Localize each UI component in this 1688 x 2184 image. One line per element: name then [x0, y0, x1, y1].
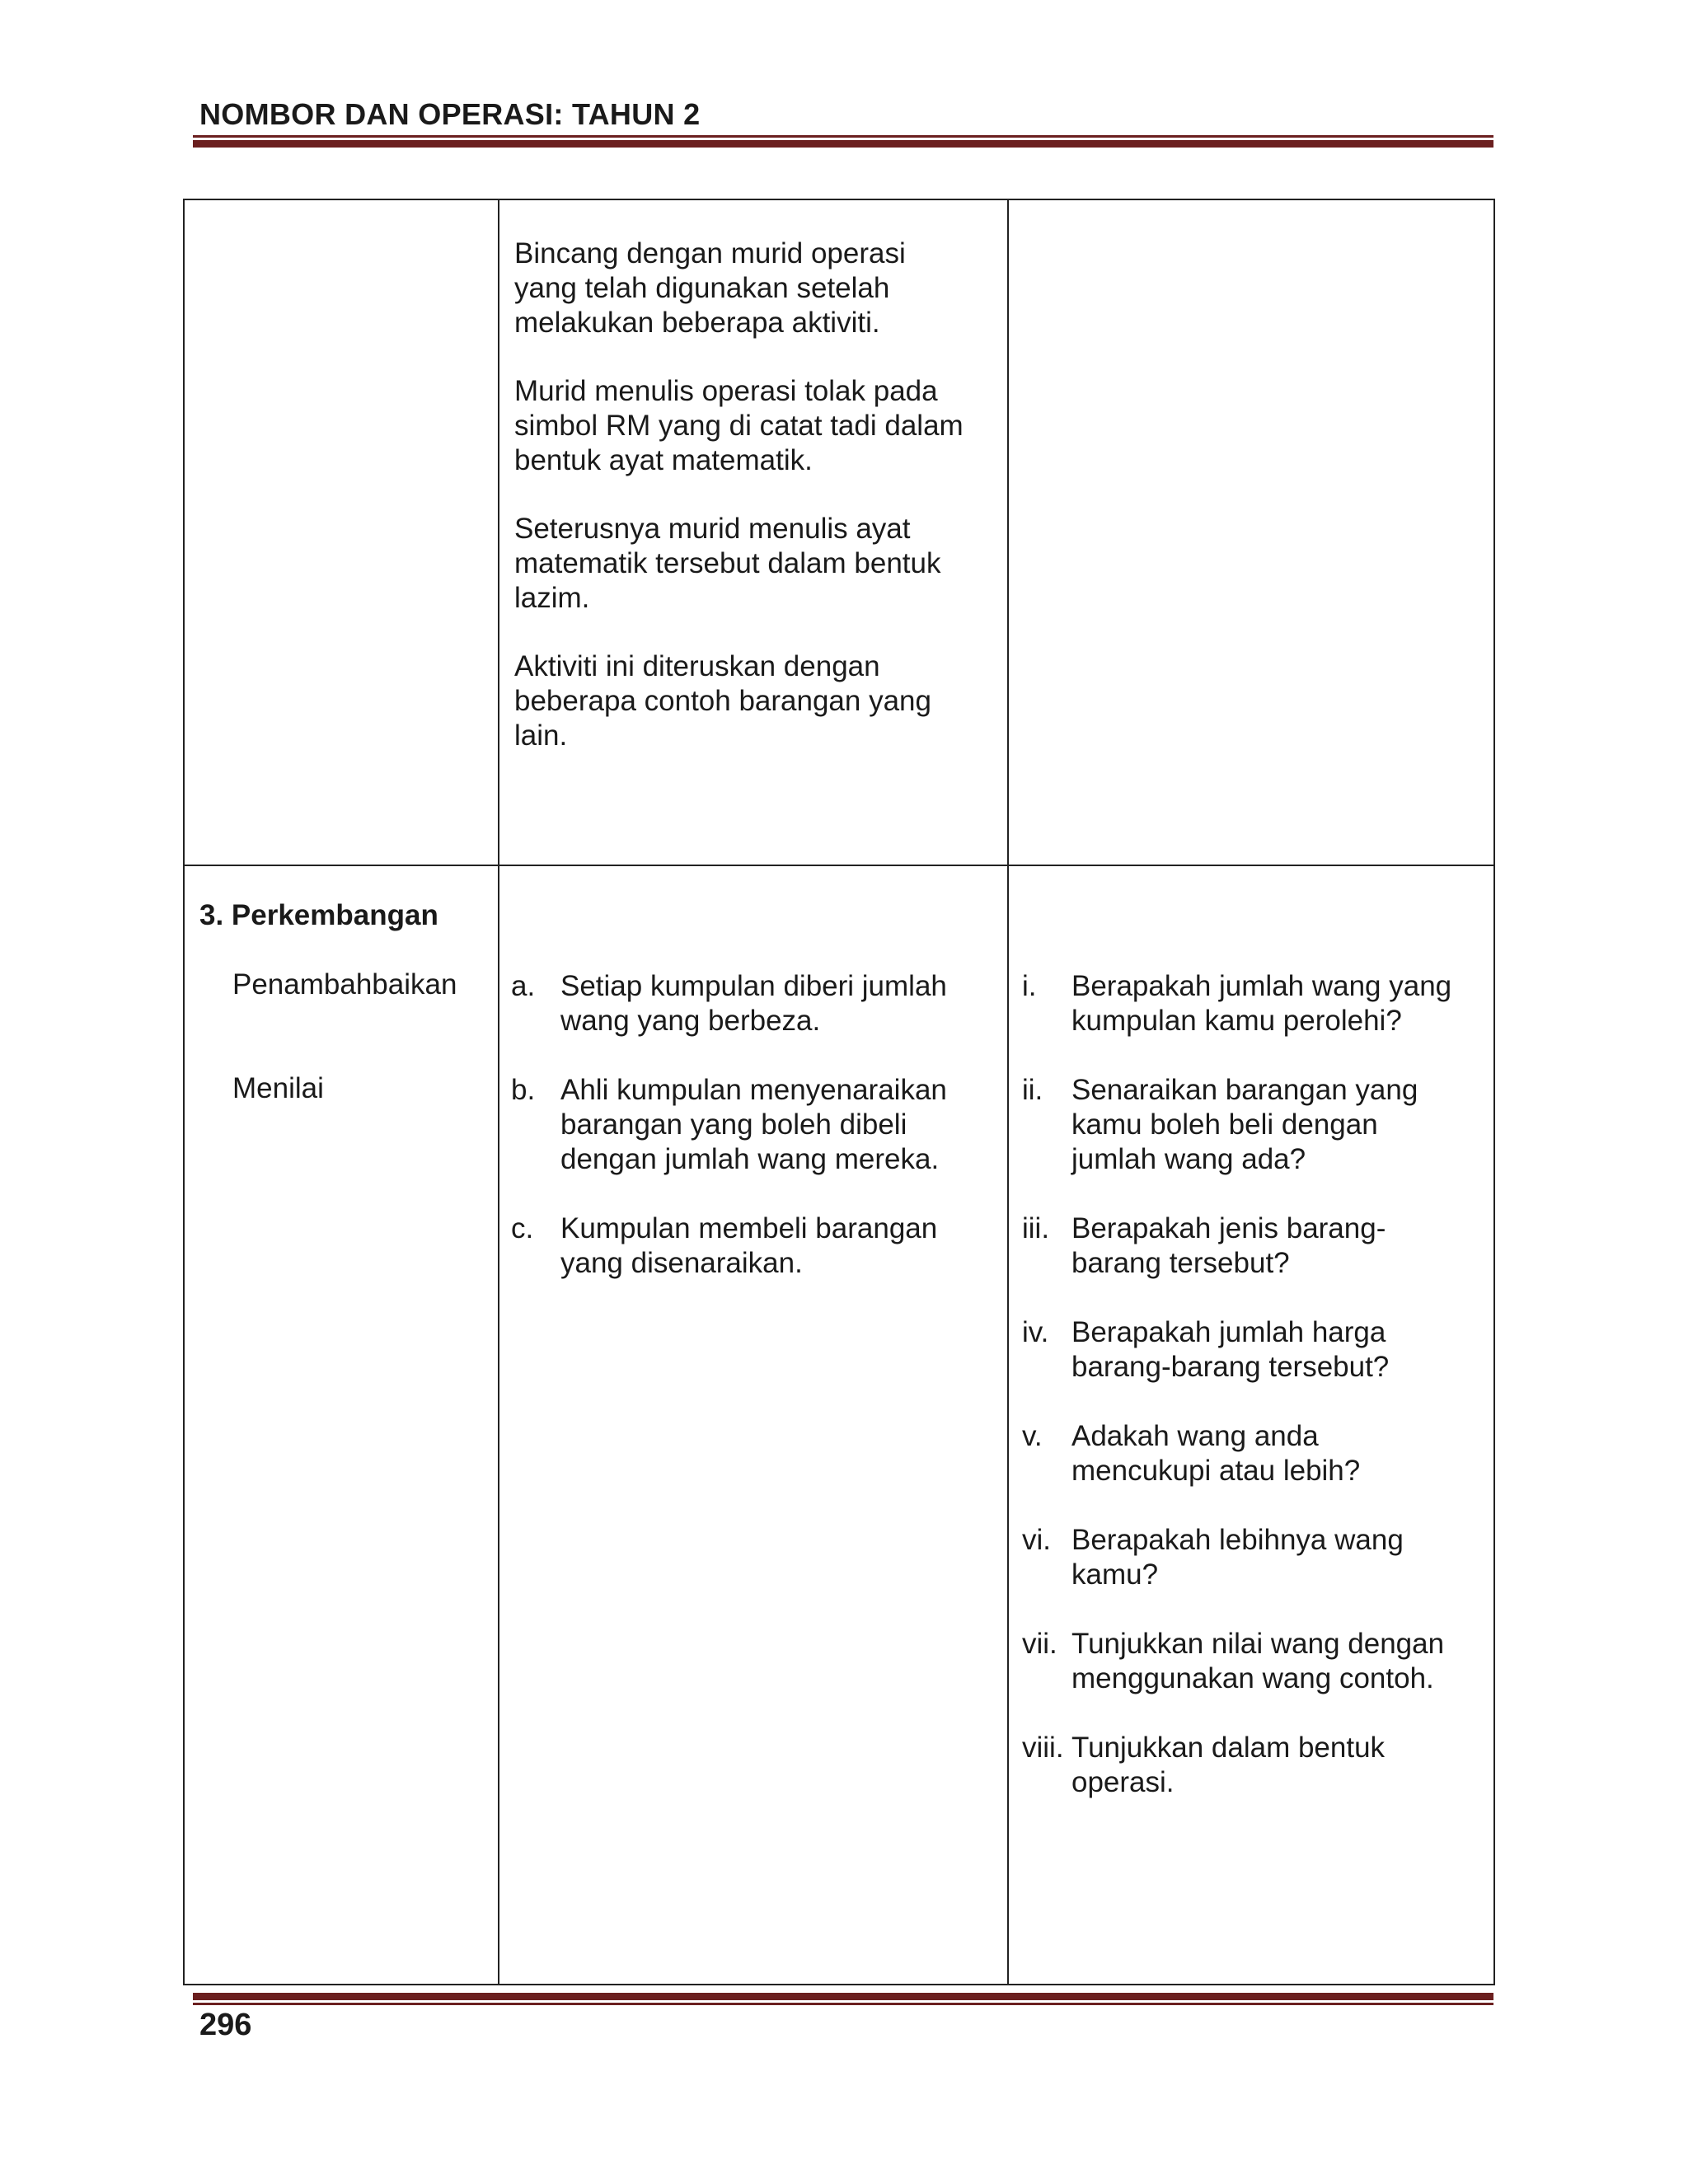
text-line: jumlah wang ada?: [1071, 1143, 1306, 1175]
text-line: Berapakah lebihnya wang: [1071, 1524, 1404, 1556]
page-number: 296: [199, 2008, 252, 2042]
text-line: bentuk ayat matematik.: [514, 444, 813, 476]
column-divider: [1007, 200, 1009, 1984]
list-marker: iii.: [1022, 1212, 1050, 1244]
paragraph-continue-activity: [514, 649, 1001, 753]
text-line: Murid menulis operasi tolak pada: [514, 375, 938, 407]
row-divider: [185, 865, 1493, 866]
text-line: melakukan beberapa aktiviti.: [514, 307, 880, 339]
list-marker: vii.: [1022, 1628, 1057, 1660]
text-line: Berapakah jumlah harga: [1071, 1316, 1386, 1348]
paragraph-write-standard-form: [514, 512, 1001, 616]
text-line: dengan jumlah wang mereka.: [560, 1143, 940, 1175]
list-marker: v.: [1022, 1420, 1043, 1452]
text-line: Ahli kumpulan menyenaraikan: [560, 1074, 947, 1106]
text-line: Seterusnya murid menulis ayat: [514, 513, 911, 545]
text-line: matematik tersebut dalam bentuk: [514, 547, 941, 579]
text-line: mencukupi atau lebih?: [1071, 1455, 1361, 1487]
text-line: Adakah wang anda: [1071, 1420, 1319, 1452]
text-line: Kumpulan membeli barangan: [560, 1212, 938, 1244]
list-marker: b.: [511, 1074, 536, 1106]
text-line: kamu?: [1071, 1558, 1159, 1591]
column-divider: [498, 200, 499, 1984]
footer-rule: [193, 1993, 1493, 2005]
text-line: operasi.: [1071, 1766, 1175, 1798]
text-line: barangan yang boleh dibeli: [560, 1108, 907, 1141]
text-line: Berapakah jenis barang-: [1071, 1212, 1386, 1244]
text-line: kamu boleh beli dengan: [1071, 1108, 1378, 1141]
text-line: Bincang dengan murid operasi: [514, 237, 906, 269]
lesson-table: [183, 199, 1495, 1985]
text-line: kumpulan kamu perolehi?: [1071, 1005, 1402, 1037]
text-line: Tunjukkan nilai wang dengan: [1071, 1628, 1445, 1660]
paragraph-write-operation: [514, 374, 1001, 478]
list-marker: ii.: [1022, 1074, 1043, 1106]
stage-label: Penambahbaikan: [232, 968, 457, 1001]
text-line: lazim.: [514, 582, 590, 614]
list-marker: iv.: [1022, 1316, 1049, 1348]
text-line: Berapakah jumlah wang yang: [1071, 970, 1452, 1002]
list-marker: i.: [1022, 970, 1037, 1002]
list-marker: viii.: [1022, 1732, 1064, 1764]
text-line: barang-barang tersebut?: [1071, 1351, 1390, 1383]
text-line: menggunakan wang contoh.: [1071, 1662, 1434, 1694]
text-line: Tunjukkan dalam bentuk: [1071, 1732, 1386, 1764]
text-line: Senaraikan barangan yang: [1071, 1074, 1418, 1106]
list-marker: c.: [511, 1212, 534, 1244]
text-line: beberapa contoh barangan yang: [514, 685, 931, 717]
header-rule: [193, 135, 1493, 148]
paragraph-discuss: [514, 237, 1001, 340]
text-line: barang tersebut?: [1071, 1247, 1290, 1279]
page-header-title: NOMBOR DAN OPERASI: TAHUN 2: [199, 97, 701, 131]
list-marker: a.: [511, 970, 536, 1002]
text-line: lain.: [514, 719, 568, 752]
text-line: simbol RM yang di catat tadi dalam: [514, 410, 964, 442]
text-line: Aktiviti ini diteruskan dengan: [514, 650, 880, 682]
text-line: wang yang berbeza.: [560, 1005, 821, 1037]
text-line: Setiap kumpulan diberi jumlah: [560, 970, 947, 1002]
stage-label: Menilai: [232, 1072, 324, 1104]
text-line: yang telah digunakan setelah: [514, 272, 890, 304]
text-line: yang disenaraikan.: [560, 1247, 803, 1279]
section-title: 3. Perkembangan: [199, 899, 438, 931]
list-marker: vi.: [1022, 1524, 1051, 1556]
